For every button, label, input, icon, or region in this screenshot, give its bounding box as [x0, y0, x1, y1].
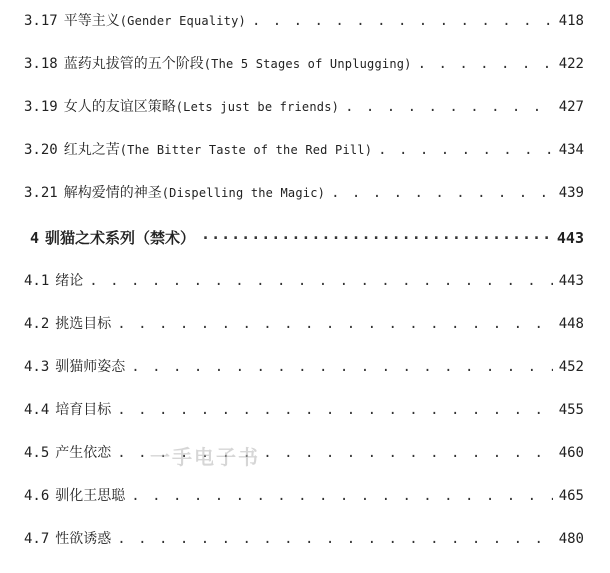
section-title: 驯猫师姿态 [55, 359, 126, 375]
chapter-title: 驯猫之术系列（禁术） [45, 229, 196, 247]
section-number: 4.5 [24, 445, 50, 461]
section-title: 产生依恋 [55, 445, 112, 461]
section-number: 4.6 [24, 488, 50, 504]
toc-entry-3-18[interactable] [24, 55, 584, 73]
toc-entry-4-3[interactable] [24, 358, 584, 376]
page-number: 443 [556, 229, 584, 247]
section-title: 蓝药丸拔管的五个阶段(The 5 Stages of Unplugging) [63, 56, 412, 72]
section-number: 4.1 [24, 273, 50, 289]
section-title: 解构爱情的神圣(Dispelling the Magic) [63, 185, 326, 201]
section-number: 4.3 [24, 359, 50, 375]
page-number: 434 [558, 142, 584, 158]
watermark: 一手电子书 [150, 445, 260, 469]
dot-leader [201, 229, 551, 247]
dot-leader [131, 487, 552, 505]
toc-entry-4-5[interactable] [24, 444, 584, 462]
dot-leader [131, 358, 552, 376]
dot-leader [89, 272, 552, 290]
dot-leader [345, 98, 553, 116]
toc-entry-4-7[interactable] [24, 530, 584, 548]
section-number: 3.21 [24, 185, 58, 201]
page-number: 480 [558, 531, 584, 547]
toc-entry-3-19[interactable] [24, 98, 584, 116]
toc-entry-4-6[interactable] [24, 487, 584, 505]
section-title: 性欲诱惑 [55, 531, 112, 547]
toc-chapter-4[interactable] [30, 229, 584, 247]
section-title: 绪论 [55, 273, 84, 289]
section-number: 4.7 [24, 531, 50, 547]
section-number: 4.4 [24, 402, 50, 418]
section-number: 3.17 [24, 13, 58, 29]
section-title: 驯化王思聪 [55, 488, 126, 504]
page-number: 452 [558, 359, 584, 375]
section-title: 平等主义(Gender Equality) [63, 13, 246, 29]
dot-leader [378, 141, 553, 159]
toc-entry-3-17[interactable] [24, 12, 584, 30]
section-title: 红丸之苦(The Bitter Taste of the Red Pill) [63, 142, 373, 158]
dot-leader [252, 12, 553, 30]
page-number: 465 [558, 488, 584, 504]
toc-entry-4-2[interactable] [24, 315, 584, 333]
page-number: 439 [558, 185, 584, 201]
page-number: 448 [558, 316, 584, 332]
dot-leader [117, 444, 552, 462]
page-number: 422 [558, 56, 584, 72]
page-number: 427 [558, 99, 584, 115]
toc-entry-4-4[interactable] [24, 401, 584, 419]
section-title: 女人的友谊区策略(Lets just be friends) [63, 99, 340, 115]
dot-leader [117, 401, 552, 419]
page-number: 418 [558, 13, 584, 29]
page-number: 455 [558, 402, 584, 418]
section-number: 4.2 [24, 316, 50, 332]
dot-leader [117, 530, 552, 548]
page-number: 443 [558, 273, 584, 289]
section-title: 挑选目标 [55, 316, 112, 332]
section-number: 3.19 [24, 99, 58, 115]
chapter-number: 4 [30, 229, 40, 247]
page-number: 460 [558, 445, 584, 461]
section-number: 3.20 [24, 142, 58, 158]
section-number: 3.18 [24, 56, 58, 72]
section-title: 培育目标 [55, 402, 112, 418]
toc-entry-4-1[interactable] [24, 272, 584, 290]
dot-leader [418, 55, 553, 73]
dot-leader [117, 315, 552, 333]
toc-entry-3-21[interactable] [24, 184, 584, 202]
dot-leader [331, 184, 553, 202]
toc-entry-3-20[interactable] [24, 141, 584, 159]
